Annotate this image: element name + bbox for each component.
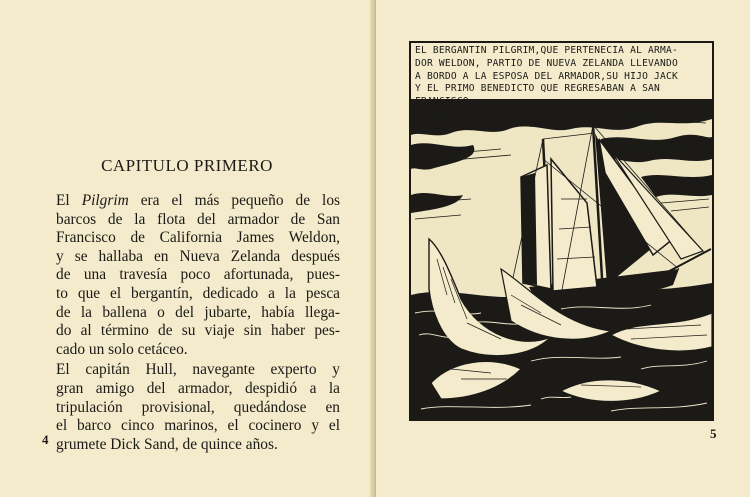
caption-line-2: DOR WELDON, PARTIO DE NUEVA ZELANDA LLEVANDO: [415, 57, 678, 69]
ship-name-italic: Pilgrim: [81, 192, 129, 209]
line-text: era el más pequeño de los: [128, 192, 341, 209]
paragraph-2-line-2: gran amigo del armador, despidió a la: [56, 379, 340, 397]
paragraph-2-line-4: el barco cinco marinos, el cocinero y el: [56, 417, 340, 435]
right-page-number: 5: [710, 426, 717, 441]
left-page: [0, 0, 374, 497]
paragraph-2: [42, 361, 340, 454]
paragraph-2-line-5: grumete Dick Sand, de quince años.: [56, 435, 278, 453]
ship-in-storm-illustration: [411, 99, 712, 419]
paragraph-1: [42, 192, 340, 359]
paragraph-1-line-2: barcos de la flota del armador de San: [56, 210, 340, 228]
paragraph-1-line-4: y se hallaba en Nueva Zelanda después: [56, 247, 340, 265]
paragraph-1-line-5: de una travesía poco afortunada, pues-: [56, 266, 340, 284]
paragraph-1-line-9: cado un solo cetáceo.: [56, 340, 188, 358]
caption-line-1: EL BERGANTIN PILGRIM,QUE PERTENECIA AL ARMA-: [415, 45, 678, 56]
caption-line-3: A BORDO A LA ESPOSA DEL ARMADOR,SU HIJO JACK: [415, 70, 678, 82]
paragraph-2-line-3: tripulación provisional, quedándose en: [56, 398, 340, 416]
left-page-number: 4: [42, 432, 49, 447]
paragraph-1-line-8: do al término de su viaje sin haber pes-: [56, 322, 340, 340]
chapter-title: CAPITULO PRIMERO: [101, 156, 273, 175]
comic-panel: [409, 41, 714, 421]
paragraph-1-line-1: [42, 192, 340, 211]
paragraph-1-line-7: de la ballena o del jubarte, había llega-: [56, 303, 340, 321]
paragraph-2-line-1: El capitán Hull, navegante experto y: [56, 361, 340, 379]
caption-line-4: Y EL PRIMO BENEDICTO QUE REGRESABAN A SAN: [415, 83, 661, 95]
paragraph-1-line-3: Francisco de California James Weldon,: [56, 229, 340, 247]
panel-caption: [411, 43, 712, 101]
line-text: El: [56, 192, 82, 209]
paragraph-1-line-6: to que el bergantín, dedicado a la pesca: [56, 284, 340, 302]
chapter-body: [42, 192, 340, 454]
